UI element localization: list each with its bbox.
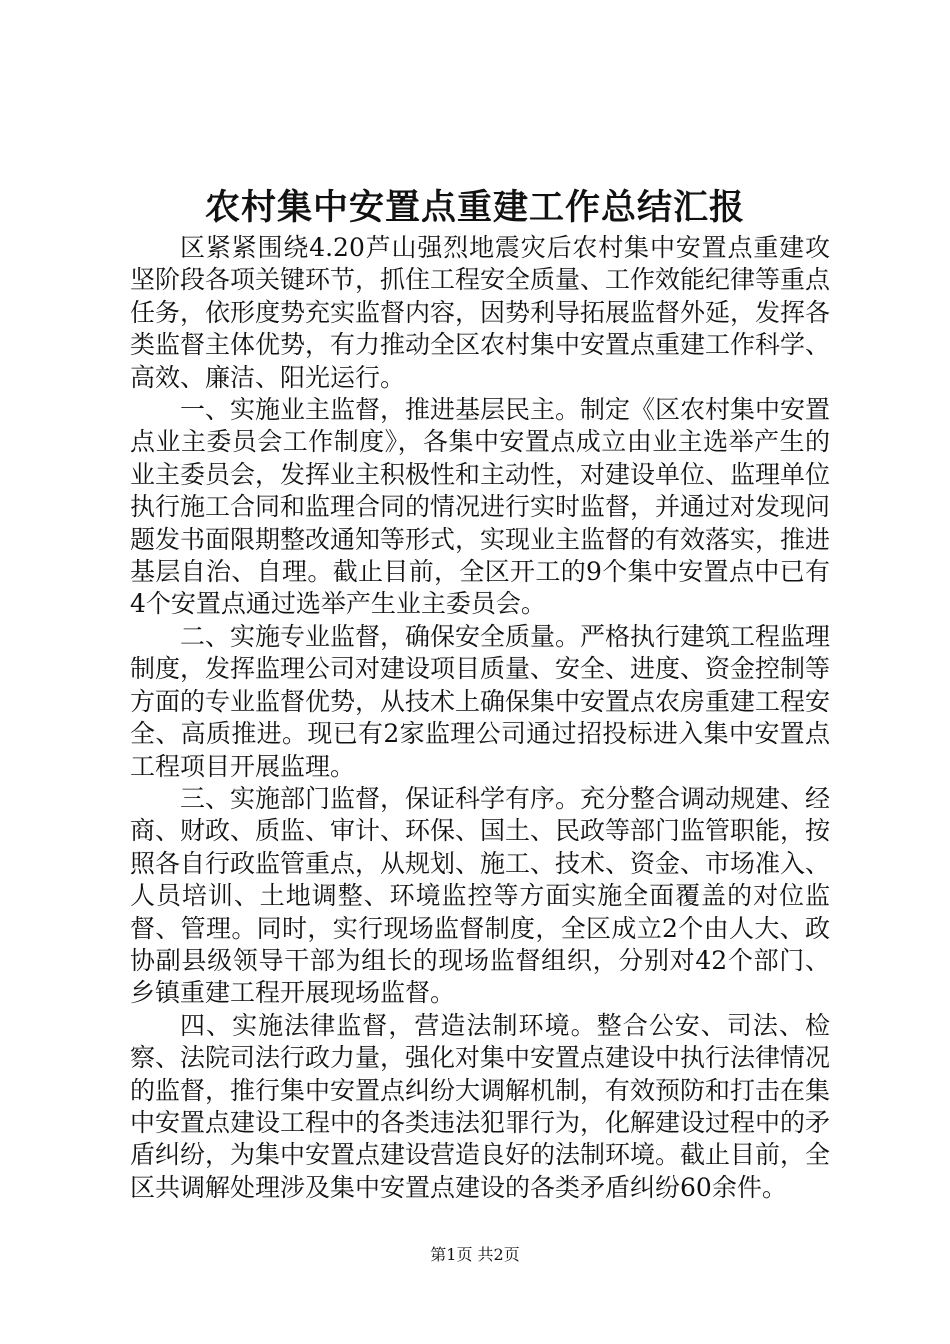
- document-title: 农村集中安置点重建工作总结汇报: [204, 187, 745, 228]
- paragraph-owner-supervision: 一、实施业主监督，推进基层民主。制定《区农村集中安置点业主委员会工作制度》，各集中安置点成立由业主选举产生的业主委员会，发挥业主积极性和主动性，对建设单位、监理单位执行施工合同和监理合同的情况进行实时监督，并通过对发现问题发书面限期整改通知等形式，实现业主监督的有效落实，推进基层自治、自理。截止目前，全区开工的9个集中安置点中已有4个安置点通过选举产生业主委员会。: [130, 395, 831, 619]
- paragraph-legal-supervision: 四、实施法律监督，营造法制环境。整合公安、司法、检察、法院司法行政力量，强化对集中安置点建设中执行法律情况的监督，推行集中安置点纠纷大调解机制，有效预防和打击在集中安置点建设工程中的各类违法犯罪行为，化解建设过程中的矛盾纠纷，为集中安置点建设营造良好的法制环境。截止目前，全区共调解处理涉及集中安置点建设的各类矛盾纠纷60余件。: [130, 1010, 831, 1202]
- paragraph-intro: 区紧紧围绕4.20芦山强烈地震灾后农村集中安置点重建攻坚阶段各项关键环节，抓住工程安全质量、工作效能纪律等重点任务，依形度势充实监督内容，因势利导拓展监督外延，发挥各类监督主体优势，有力推动全区农村集中安置点重建工作科学、高效、廉洁、阳光运行。: [130, 233, 831, 392]
- paragraph-professional-supervision: 二、实施专业监督，确保安全质量。严格执行建筑工程监理制度，发挥监理公司对建设项目质量、安全、进度、资金控制等方面的专业监督优势，从技术上确保集中安置点农房重建工程安全、高质推进。现已有2家监理公司通过招投标进入集中安置点工程项目开展监理。: [130, 621, 831, 781]
- document-body: [130, 232, 830, 1204]
- page-number-footer: 第1页 共2页: [430, 1245, 520, 1264]
- paragraph-department-supervision: 三、实施部门监督，保证科学有序。充分整合调动规建、经商、财政、质监、审计、环保、国土、民政等部门监管职能，按照各自行政监管重点，从规划、施工、技术、资金、市场准入、人员培训、土地调整、环境监控等方面实施全面覆盖的对位监督、管理。同时，实行现场监督制度，全区成立2个由人大、政协副县级领导干部为组长的现场监督组织，分别对42个部门、乡镇重建工程开展现场监督。: [130, 783, 831, 1008]
